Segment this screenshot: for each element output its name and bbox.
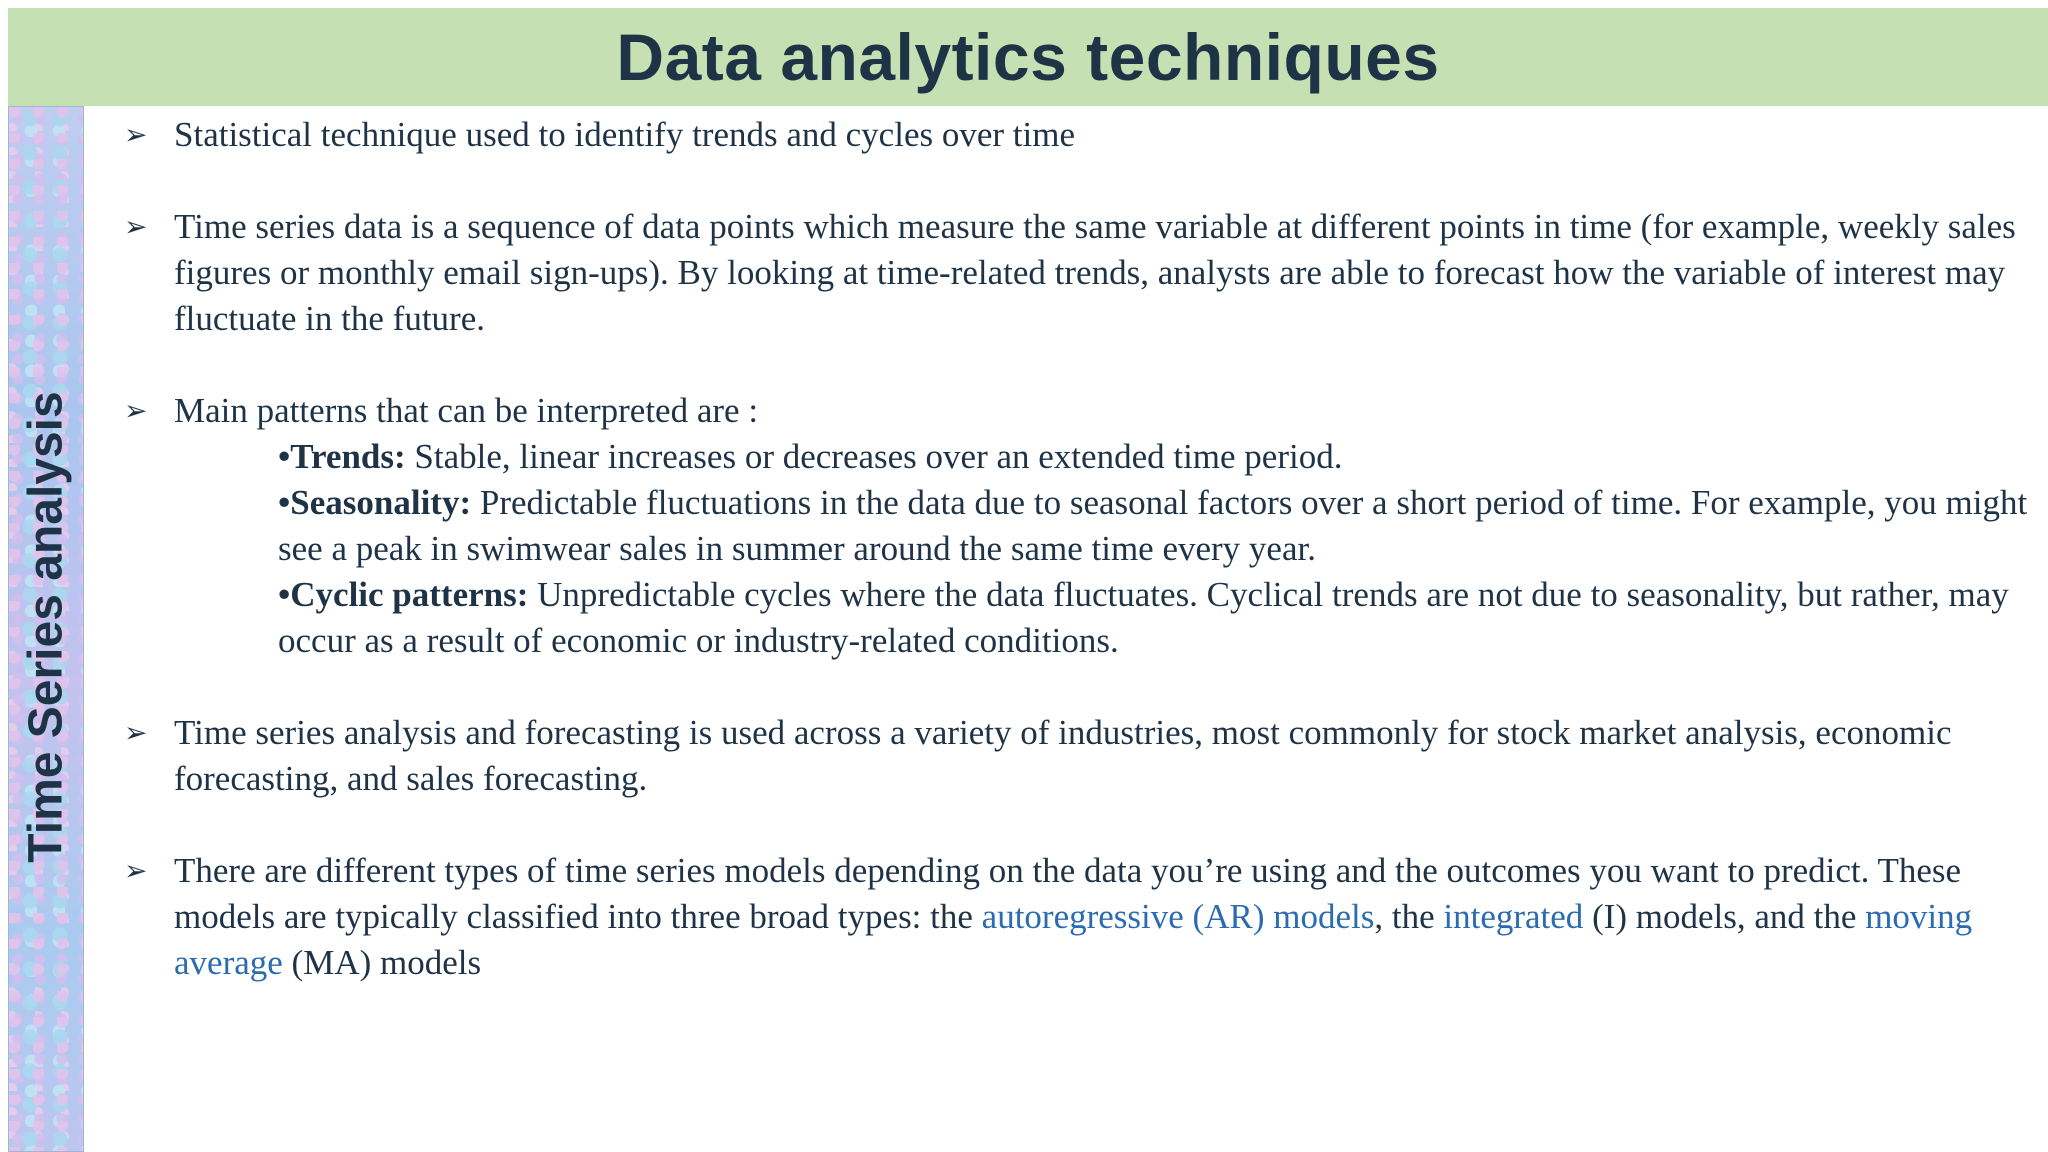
arrow-bullet-icon: ➢ bbox=[124, 394, 148, 427]
bullet-text-part: , the bbox=[1374, 897, 1444, 936]
sub-item-cyclic-patterns bbox=[278, 572, 2034, 664]
link-moving-average[interactable]: moving average bbox=[174, 897, 1973, 982]
sub-item-term: •Seasonality: bbox=[278, 483, 472, 522]
sub-item-text: Predictable fluctuations in the data due to seasonal factors over a short period of time. For example, you might see a peak in swimwear sales in summer around the same time every year. bbox=[278, 483, 2028, 568]
page-title: Data analytics techniques bbox=[616, 20, 1440, 94]
bullet-item bbox=[124, 112, 2034, 158]
bullet-text-part: (I) models, and the bbox=[1583, 897, 1866, 936]
link-autoregressive-models[interactable]: autoregressive (AR) models bbox=[981, 897, 1375, 936]
sub-list bbox=[174, 434, 2034, 664]
sub-item-text: Unpredictable cycles where the data fluctuates. Cyclical trends are not due to seasonality, but rather, may occur as a result of economic or industry-related conditions. bbox=[278, 575, 2009, 660]
bullet-text: Main patterns that can be interpreted are : bbox=[174, 391, 759, 430]
sub-item-term: •Cyclic patterns: bbox=[278, 575, 529, 614]
side-panel bbox=[8, 106, 84, 1152]
content-area bbox=[124, 112, 2034, 1032]
bullet-text: Time series data is a sequence of data points which measure the same variable at different points in time (for example, weekly sales figures or monthly email sign-ups). By looking at time-related trends, analysts are able to forecast how the variable of interest may fluctuate in the future. bbox=[174, 207, 2016, 338]
bullet-item bbox=[124, 204, 2034, 342]
bullet-text-part: There are different types of time series models depending on the data you’re using and the outcomes you want to predict. These models are typically classified into three broad types: the bbox=[174, 851, 1962, 936]
sub-item-text: Stable, linear increases or decreases over an extended time period. bbox=[405, 437, 1343, 476]
link-integrated[interactable]: integrated bbox=[1443, 897, 1584, 936]
bullet-text-part: (MA) models bbox=[282, 943, 482, 982]
side-label: Time Series analysis bbox=[19, 391, 73, 863]
bullet-item bbox=[124, 848, 2034, 986]
bullet-item bbox=[124, 388, 2034, 664]
sub-item-trends bbox=[278, 434, 2034, 480]
arrow-bullet-icon: ➢ bbox=[124, 854, 148, 887]
bullet-item bbox=[124, 710, 2034, 802]
bullet-text: Statistical technique used to identify trends and cycles over time bbox=[174, 115, 1075, 154]
sub-item-seasonality bbox=[278, 480, 2034, 572]
title-bar bbox=[8, 8, 2048, 106]
sub-item-term: •Trends: bbox=[278, 437, 406, 476]
arrow-bullet-icon: ➢ bbox=[124, 716, 148, 749]
arrow-bullet-icon: ➢ bbox=[124, 210, 148, 243]
bullet-text: Time series analysis and forecasting is used across a variety of industries, most commonly for stock market analysis, economic forecasting, and sales forecasting. bbox=[174, 713, 1952, 798]
arrow-bullet-icon: ➢ bbox=[124, 118, 148, 151]
